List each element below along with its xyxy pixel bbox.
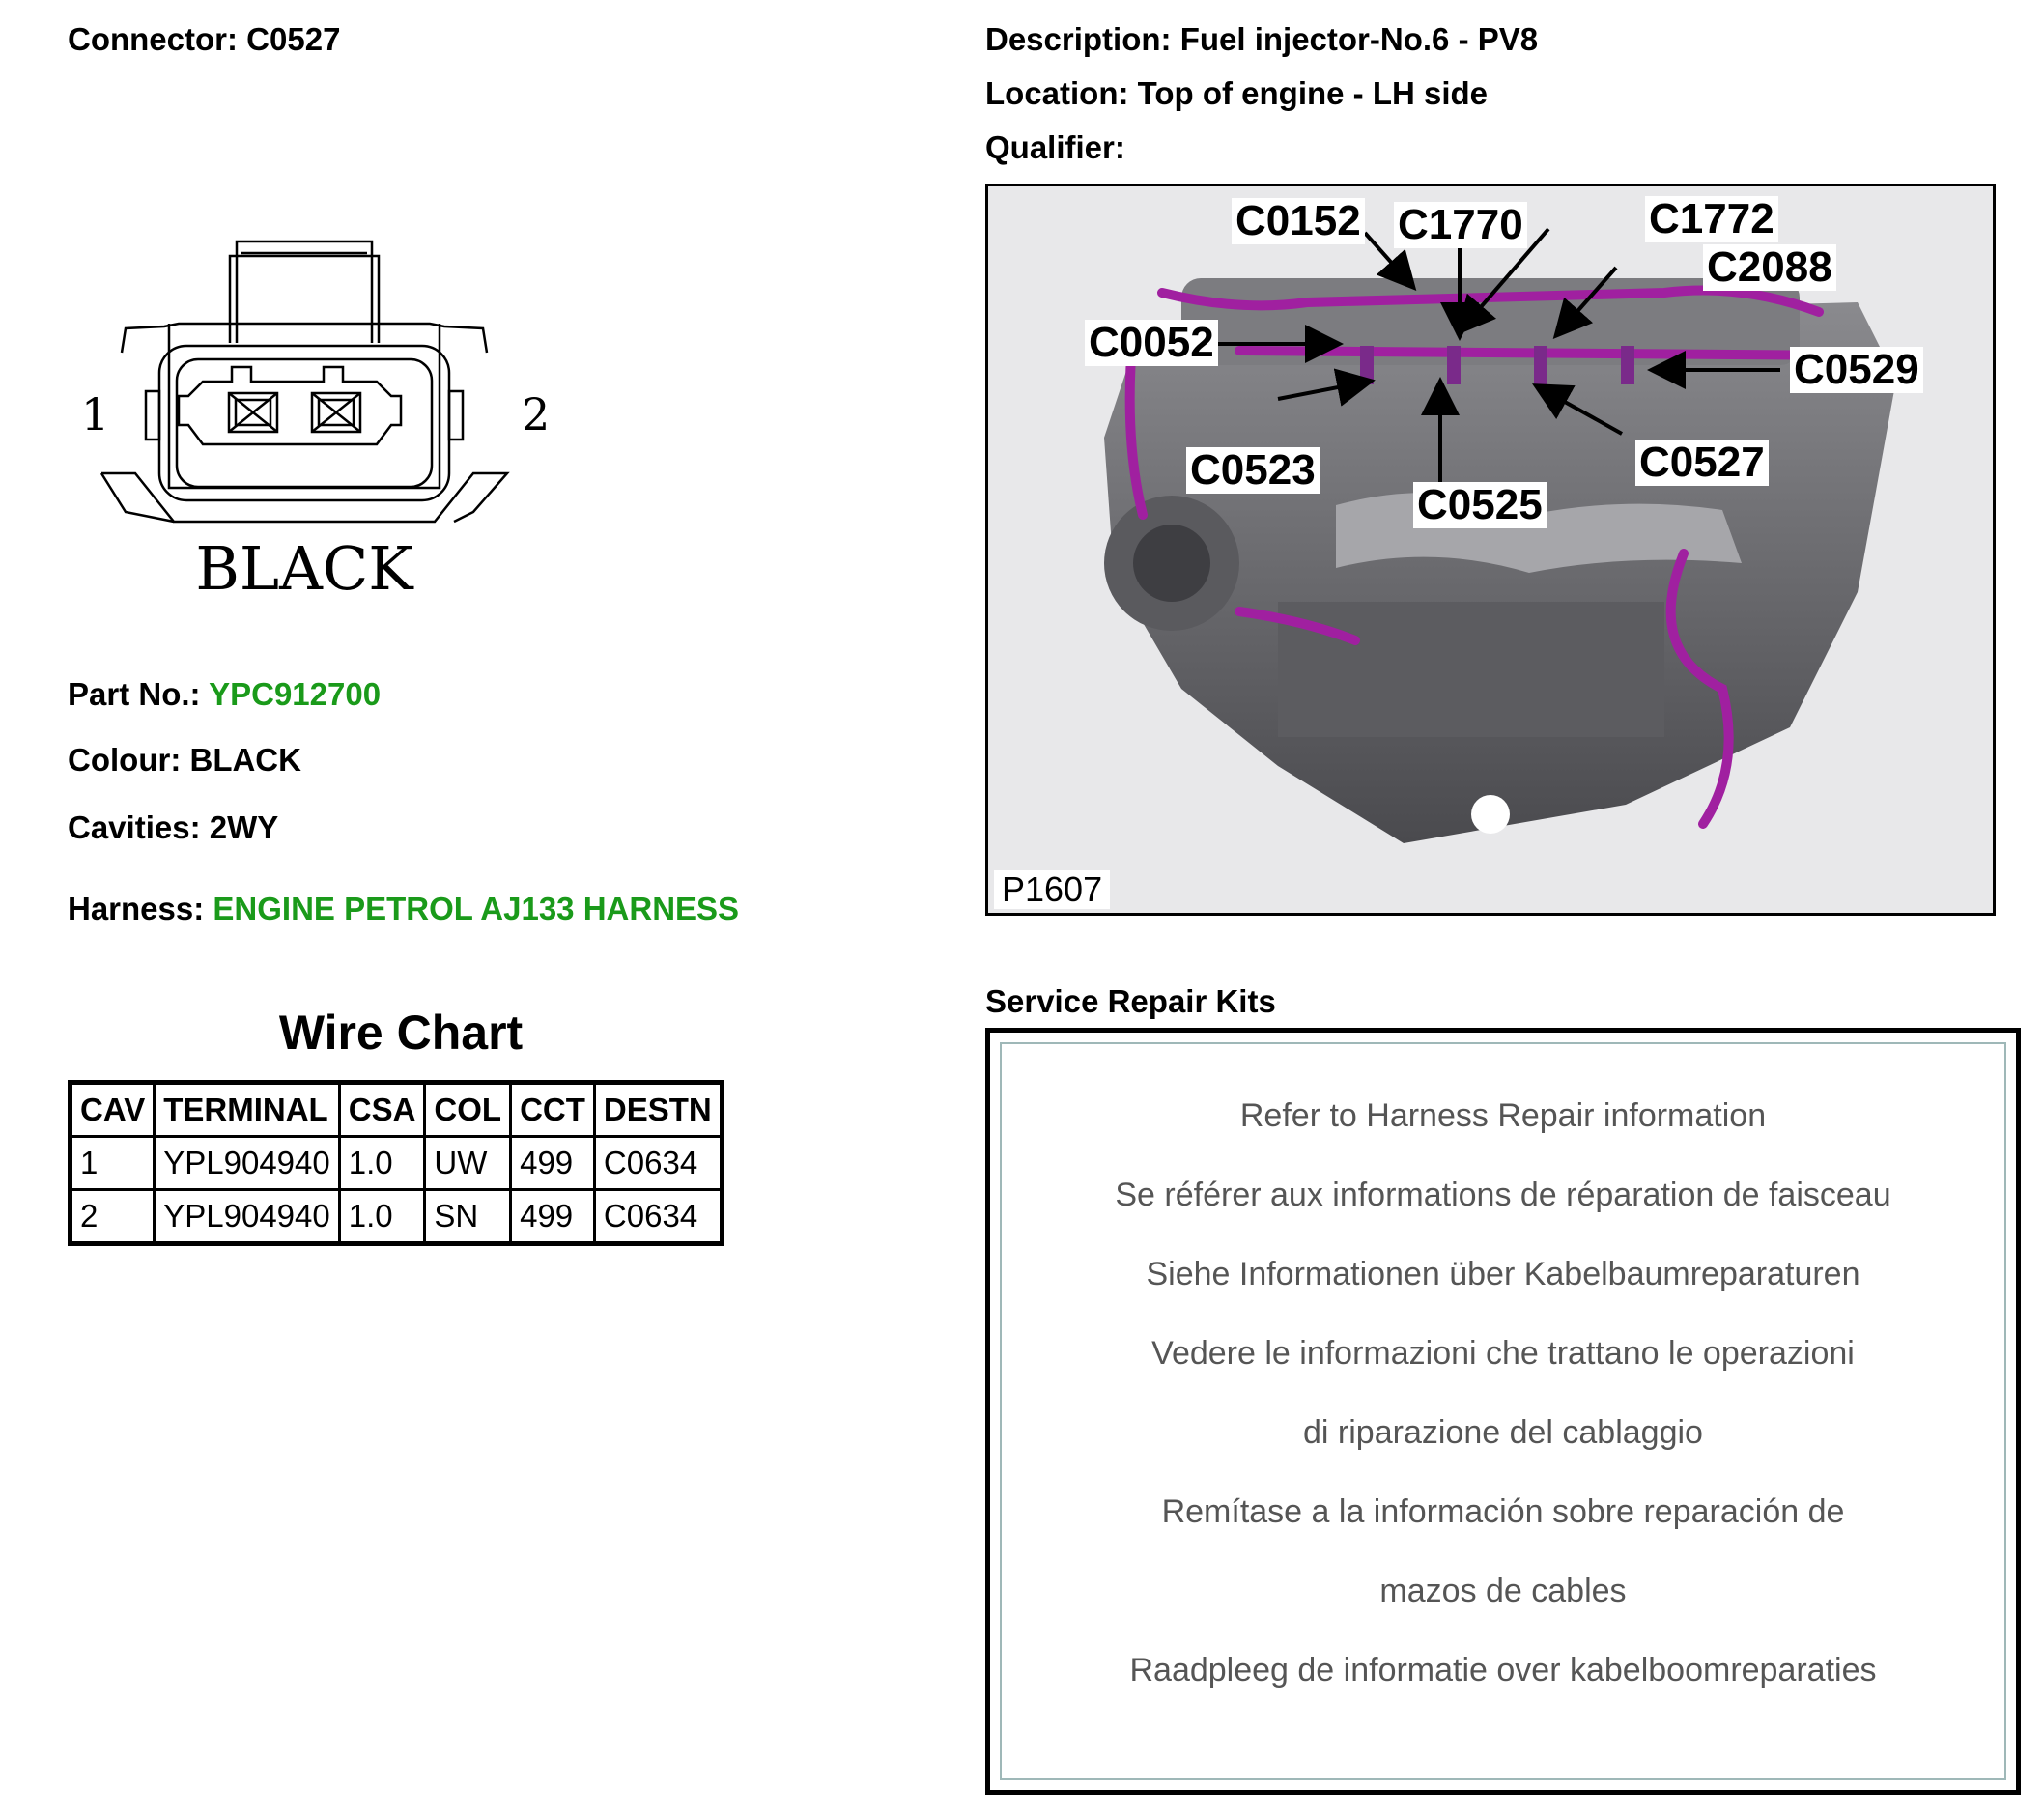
- description-line: [985, 21, 1538, 58]
- part-number-label: Part No.:: [68, 676, 201, 712]
- column-header-cav: CAV: [71, 1083, 155, 1137]
- colour-line: [68, 742, 301, 779]
- connector-face-drawing: [68, 232, 570, 618]
- repair-info-line-nl: Raadpleeg de informatie over kabelboomreparaties: [1129, 1652, 1877, 1688]
- column-header-cct: CCT: [511, 1083, 595, 1137]
- part-number-link[interactable]: YPC912700: [209, 676, 382, 712]
- connector-value: C0527: [246, 21, 341, 57]
- repair-info-line-it-2: di riparazione del cablaggio: [1303, 1414, 1703, 1451]
- callout-c0152: C0152: [1232, 198, 1365, 244]
- cell-col: UW: [425, 1137, 511, 1190]
- harness-line: [68, 891, 739, 927]
- description-value: Fuel injector-No.6 - PV8: [1179, 21, 1539, 57]
- column-header-terminal: TERMINAL: [155, 1083, 340, 1137]
- repair-info-line-it-1: Vedere le informazioni che trattano le operazioni: [1151, 1335, 1855, 1372]
- qualifier-label: Qualifier:: [985, 129, 1125, 165]
- pin-2-label: 2: [522, 388, 551, 440]
- cavities-line: [68, 809, 278, 846]
- location-value: Top of engine - LH side: [1137, 75, 1489, 111]
- wire-chart-table: [68, 1080, 724, 1246]
- callout-c1770: C1770: [1394, 202, 1527, 248]
- column-header-col: COL: [425, 1083, 511, 1137]
- repair-info-line-es-1: Remítase a la información sobre reparación de: [1161, 1493, 1845, 1530]
- connector-label: Connector:: [68, 21, 238, 57]
- service-repair-kits-box: [985, 1028, 2021, 1795]
- callout-c0052: C0052: [1085, 320, 1218, 366]
- cell-destn: C0634: [594, 1137, 722, 1190]
- callout-c2088: C2088: [1703, 244, 1836, 291]
- callout-c0525: C0525: [1413, 482, 1547, 528]
- qualifier-line: [985, 129, 1125, 166]
- connector-colour-text: BLACK: [195, 533, 413, 604]
- callout-c0527: C0527: [1635, 440, 1769, 486]
- connector-outline-icon: [68, 232, 570, 618]
- repair-info-line-fr: Se référer aux informations de réparation de faisceau: [1115, 1177, 1891, 1213]
- description-label: Description:: [985, 21, 1172, 57]
- location-line: [985, 75, 1488, 112]
- cell-destn: C0634: [594, 1190, 722, 1244]
- colour-label: Colour:: [68, 742, 182, 778]
- image-reference-label: P1607: [994, 870, 1110, 909]
- engine-illustration-icon: [988, 186, 1996, 916]
- wire-chart-title: Wire Chart: [278, 1006, 524, 1060]
- connector-id-line: [68, 21, 340, 58]
- callout-c0523: C0523: [1186, 447, 1320, 494]
- repair-info-line-de: Siehe Informationen über Kabelbaumreparaturen: [1146, 1256, 1860, 1292]
- service-repair-kits-inner: [1000, 1042, 2006, 1780]
- cell-cct: 499: [511, 1190, 595, 1244]
- pin-1-label: 1: [81, 388, 110, 440]
- cell-col: SN: [425, 1190, 511, 1244]
- cell-cct: 499: [511, 1137, 595, 1190]
- repair-info-line-en: Refer to Harness Repair information: [1239, 1097, 1767, 1134]
- table-header-row: [71, 1083, 723, 1137]
- table-row: [71, 1190, 723, 1244]
- cavities-label: Cavities:: [68, 809, 201, 845]
- harness-link[interactable]: ENGINE PETROL AJ133 HARNESS: [213, 891, 740, 926]
- table-row: [71, 1137, 723, 1190]
- colour-value: BLACK: [189, 742, 301, 778]
- column-header-csa: CSA: [339, 1083, 425, 1137]
- engine-location-image: [985, 184, 1996, 916]
- column-header-destn: DESTN: [594, 1083, 722, 1137]
- harness-label: Harness:: [68, 891, 205, 926]
- cell-cav: 2: [71, 1190, 155, 1244]
- repair-info-line-es-2: mazos de cables: [1379, 1573, 1627, 1609]
- callout-c0529: C0529: [1790, 347, 1923, 393]
- service-repair-kits-title: Service Repair Kits: [985, 983, 1276, 1019]
- cell-cav: 1: [71, 1137, 155, 1190]
- location-label: Location:: [985, 75, 1129, 111]
- cell-terminal: YPL904940: [155, 1190, 340, 1244]
- cell-csa: 1.0: [339, 1137, 425, 1190]
- part-number-line: [68, 676, 381, 713]
- callout-c1772: C1772: [1645, 196, 1778, 242]
- cavities-value: 2WY: [209, 809, 279, 845]
- cell-terminal: YPL904940: [155, 1137, 340, 1190]
- cell-csa: 1.0: [339, 1190, 425, 1244]
